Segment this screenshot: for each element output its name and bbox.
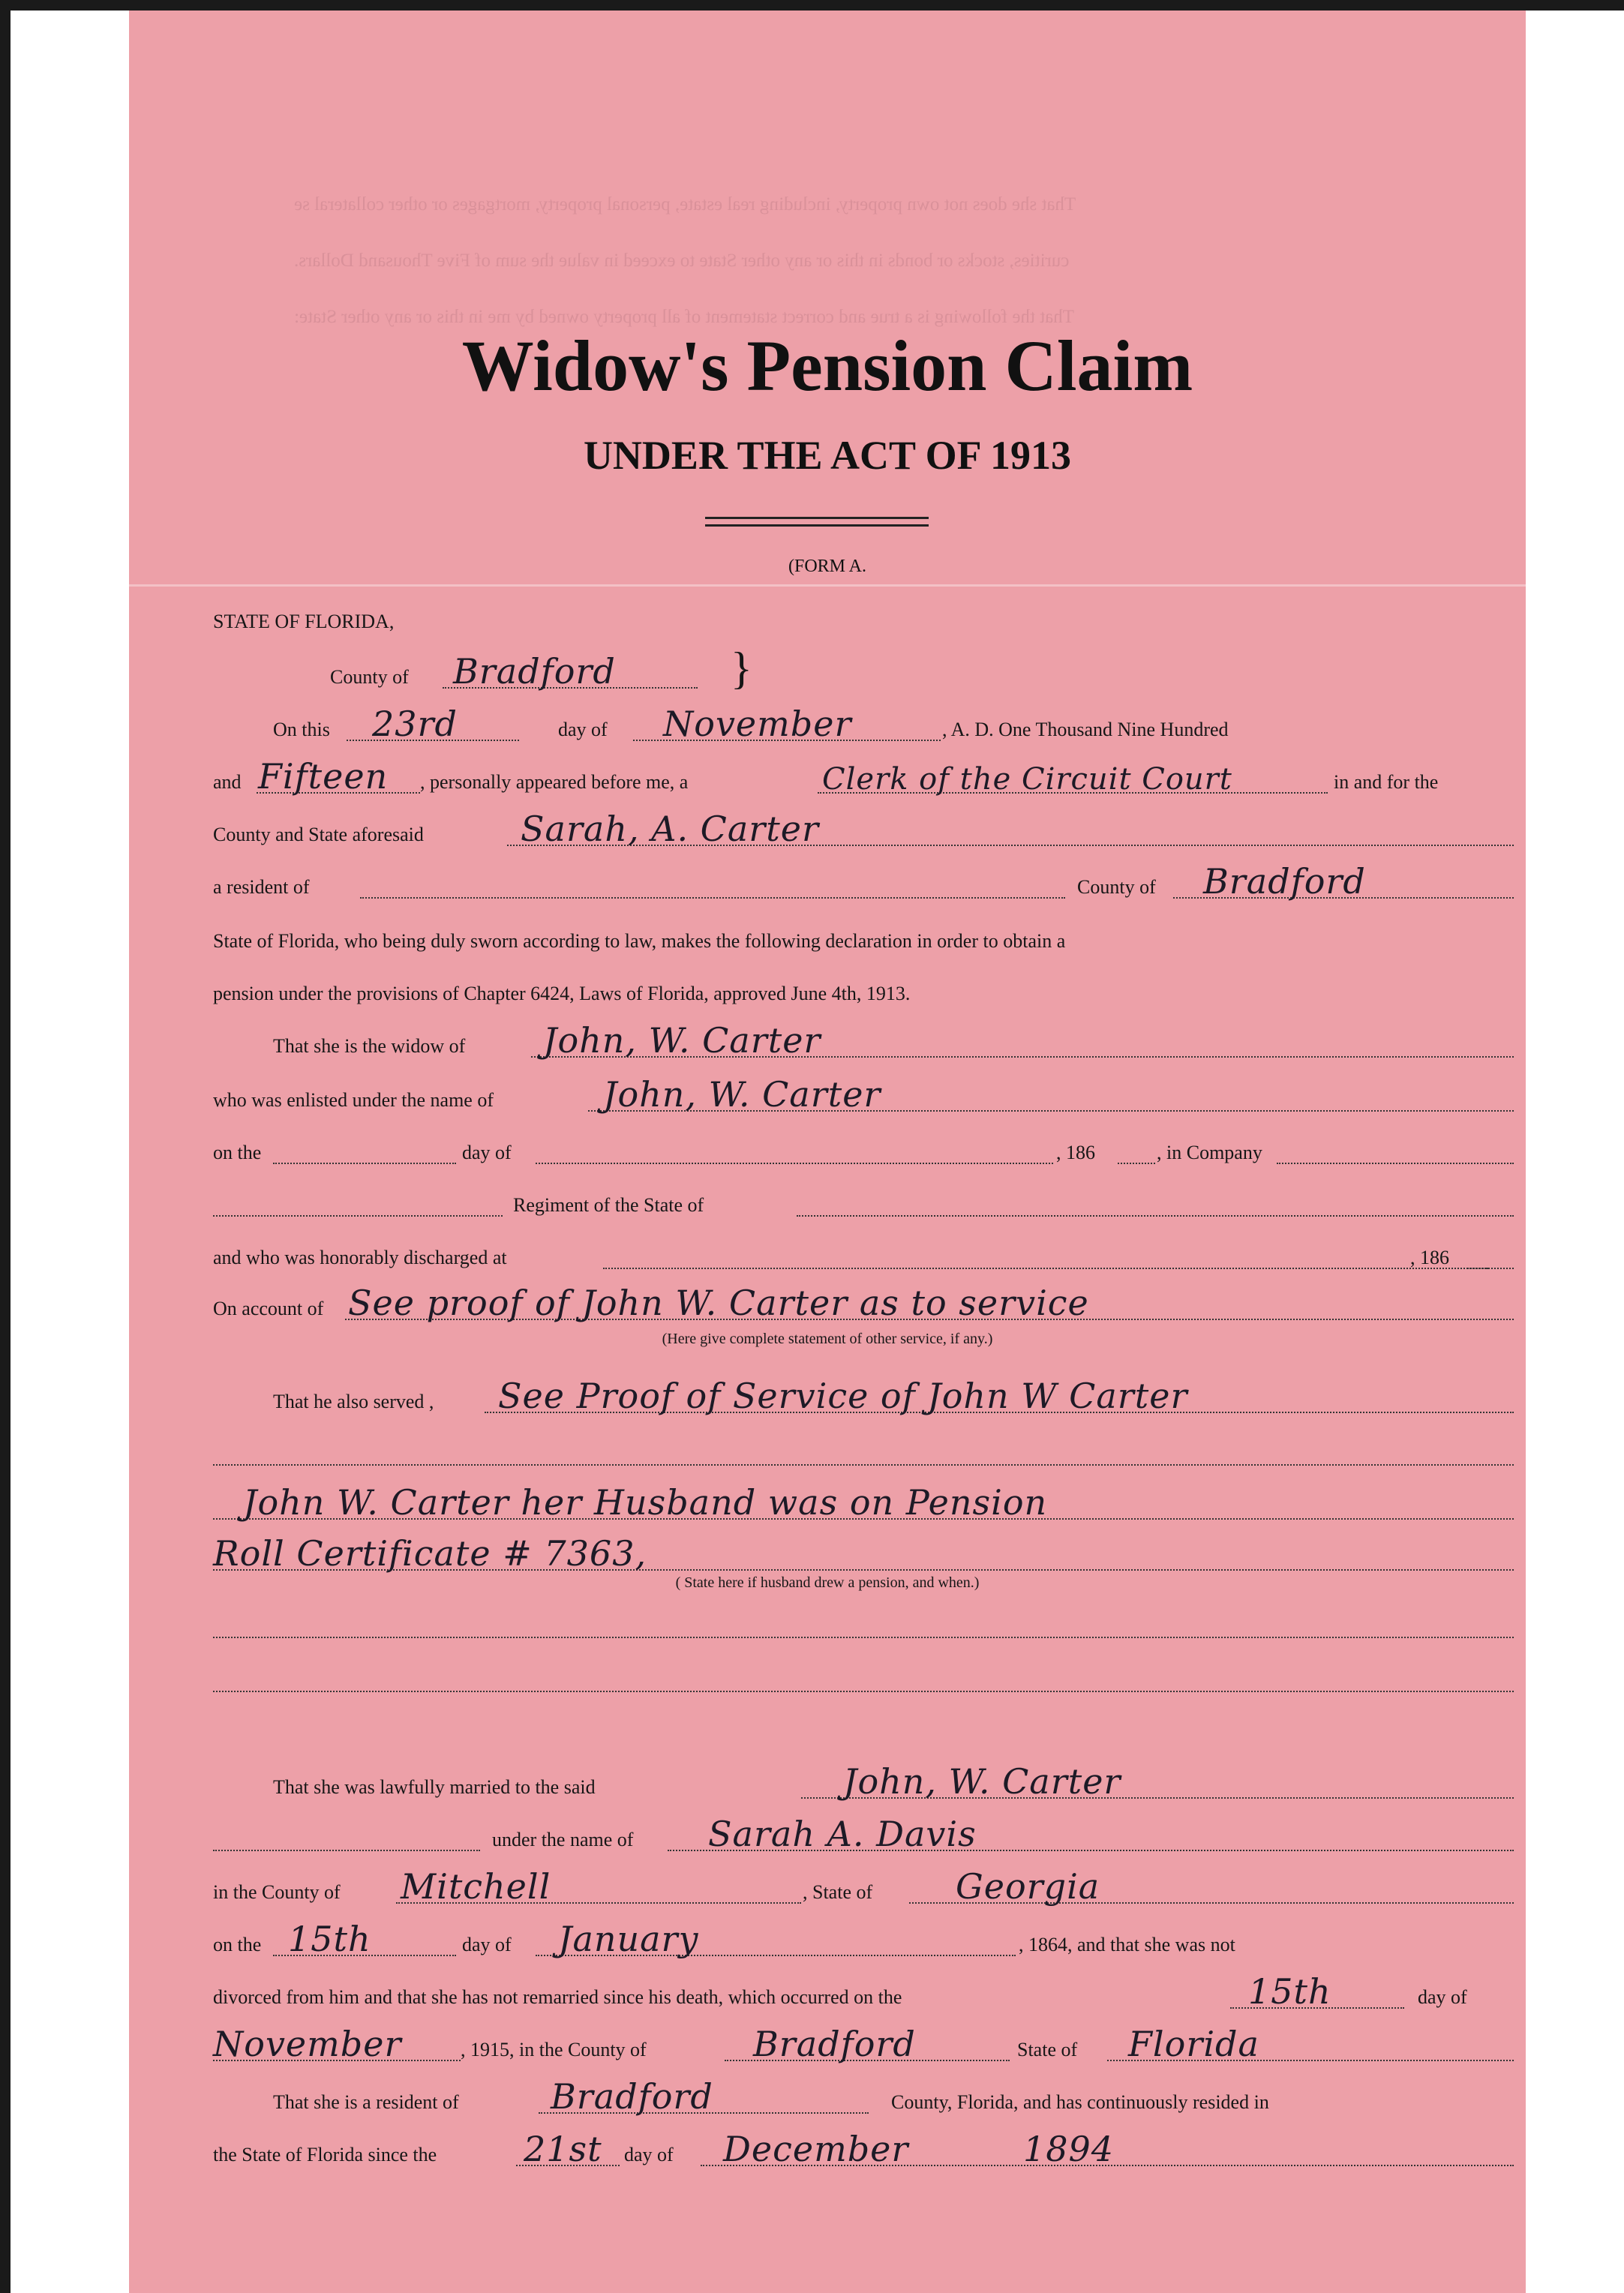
divorced-text: divorced from him and that she has not remarried since his death, which occurred on the	[213, 1986, 902, 2008]
death-month-value: November	[213, 2024, 402, 2064]
marriage-state-value: Georgia	[956, 1866, 1100, 1907]
on-account-label: On account of	[213, 1298, 324, 1319]
since-month-value: December	[723, 2129, 909, 2169]
discharged-year-label: , 186	[1410, 1247, 1449, 1268]
company-label: , in Company	[1157, 1142, 1262, 1163]
state-of-label-2: State of	[1017, 2039, 1078, 2060]
on-the-label-2: on the	[213, 1934, 262, 1955]
declaration-text-2: pension under the provisions of Chapter 6424, Laws of Florida, approved June 4th, 1913.	[213, 983, 911, 1004]
title-rule	[705, 517, 929, 527]
in-county-label: in the County of	[213, 1881, 341, 1903]
residence-county-value: Bradford	[551, 2076, 713, 2117]
death-day-value: 15th	[1248, 1971, 1331, 2012]
in-and-for-text: in and for the	[1334, 771, 1439, 793]
discharged-field-line	[603, 1268, 1488, 1269]
marriage-county-value: Mitchell	[401, 1866, 551, 1907]
enlisted-label: who was enlisted under the name of	[213, 1089, 494, 1111]
ad-text: , A. D. One Thousand Nine Hundred	[942, 719, 1229, 740]
bleed-through-text: curities, stocks or bonds in this or any other State to exceed in value the sum of Five Thousand Dollars.	[294, 251, 1070, 271]
widow-of-label: That she is the widow of	[273, 1035, 466, 1057]
since-text: the State of Florida since the	[213, 2144, 437, 2165]
married-to-value: John, W. Carter	[843, 1761, 1121, 1802]
married-to-label: That she was lawfully married to the said	[273, 1776, 596, 1798]
enlist-year-line	[1118, 1163, 1155, 1164]
resident-of-label: That she is a resident of	[273, 2091, 459, 2113]
under-name-label: under the name of	[492, 1829, 634, 1850]
day-of-label-5: day of	[624, 2144, 674, 2165]
resident-field-line	[360, 897, 1065, 899]
county-value: Bradford	[453, 651, 616, 692]
marriage-month-value: January	[558, 1919, 699, 1959]
state-heading: STATE OF FLORIDA,	[213, 611, 395, 632]
month-value: November	[663, 704, 852, 744]
since-year-value: 1894	[1023, 2129, 1115, 2169]
state-of-label: , State of	[803, 1881, 873, 1903]
residence-text: County, Florida, and has continuously resided in	[891, 2091, 1269, 2113]
bleed-through-text: That she does not own property, including real estate, personal property, mortgages or other collateral se	[294, 194, 1076, 215]
appeared-text: , personally appeared before me, a	[420, 771, 689, 793]
resident-county-value: Bradford	[1203, 861, 1366, 902]
officer-value: Clerk of the Circuit Court	[822, 762, 1232, 797]
county-label: County of	[330, 666, 409, 688]
form-title: Widow's Pension Claim	[461, 326, 1193, 406]
regiment-field-line	[213, 1215, 503, 1217]
blank-line-2	[213, 1637, 1514, 1638]
marriage-day-value: 15th	[288, 1919, 371, 1959]
death-year-text: , 1915, in the County of	[461, 2039, 647, 2060]
pension-form-sheet	[129, 11, 1526, 2293]
day-of-label-4: day of	[1418, 1986, 1467, 2008]
under-name-blank	[213, 1850, 480, 1851]
also-served-value: See Proof of Service of John W Carter	[498, 1376, 1188, 1416]
pension-note-1: John W. Carter her Husband was on Pension	[243, 1482, 1048, 1523]
account-value: See proof of John W. Carter as to service	[348, 1283, 1089, 1323]
marriage-year-text: , 1864, and that she was not	[1019, 1934, 1235, 1955]
husband-name: John, W. Carter	[543, 1020, 821, 1061]
scan-border-left	[0, 0, 11, 2293]
company-field-line	[1277, 1163, 1514, 1164]
form-label: (FORM A.	[788, 557, 867, 576]
pension-caption: ( State here if husband drew a pension, and when.)	[675, 1574, 980, 1591]
day-value: 23rd	[372, 704, 458, 744]
form-subtitle: UNDER THE ACT OF 1913	[583, 433, 1072, 478]
discharged-label: and who was honorably discharged at	[213, 1247, 507, 1268]
also-served-label: That he also served ,	[273, 1391, 434, 1412]
county-of-label: County of	[1077, 876, 1156, 898]
on-the-label: on the	[213, 1142, 262, 1163]
blank-line	[213, 1464, 1514, 1466]
blank-line-3	[213, 1691, 1514, 1692]
other-service-caption: (Here give complete statement of other service, if any.)	[662, 1331, 993, 1347]
day-of-label-2: day of	[462, 1142, 512, 1163]
and-label: and	[213, 771, 242, 793]
claimant-name: Sarah, A. Carter	[521, 809, 819, 849]
death-county-value: Bradford	[753, 2024, 916, 2064]
year-186-label: , 186	[1056, 1142, 1095, 1163]
bleed-through-text: That the following is a true and correct statement of all property owned by me in this or any other State:	[294, 307, 1074, 327]
scan-border-top	[0, 0, 1624, 11]
aforesaid-label: County and State aforesaid	[213, 824, 424, 845]
discharged-year-line	[1467, 1268, 1514, 1269]
death-state-value: Florida	[1128, 2024, 1259, 2064]
day-of-label-3: day of	[462, 1934, 512, 1955]
since-day-value: 21st	[524, 2129, 602, 2169]
enlist-day-line	[273, 1163, 456, 1164]
regiment-label: Regiment of the State of	[513, 1194, 704, 1216]
regiment-state-line	[797, 1215, 1514, 1217]
declaration-text: State of Florida, who being duly sworn according to law, makes the following declaration in order to obtain a	[213, 930, 1066, 952]
resident-label: a resident of	[213, 876, 310, 898]
pension-note-2: Roll Certificate # 7363,	[213, 1533, 647, 1574]
on-this-label: On this	[273, 719, 330, 740]
county-brace: }	[731, 644, 752, 693]
enlist-month-line	[536, 1163, 1053, 1164]
day-of-label: day of	[558, 719, 608, 740]
enlisted-name: John, W. Carter	[603, 1074, 881, 1115]
maiden-name-value: Sarah A. Davis	[708, 1814, 977, 1854]
year-value: Fifteen	[258, 756, 389, 797]
